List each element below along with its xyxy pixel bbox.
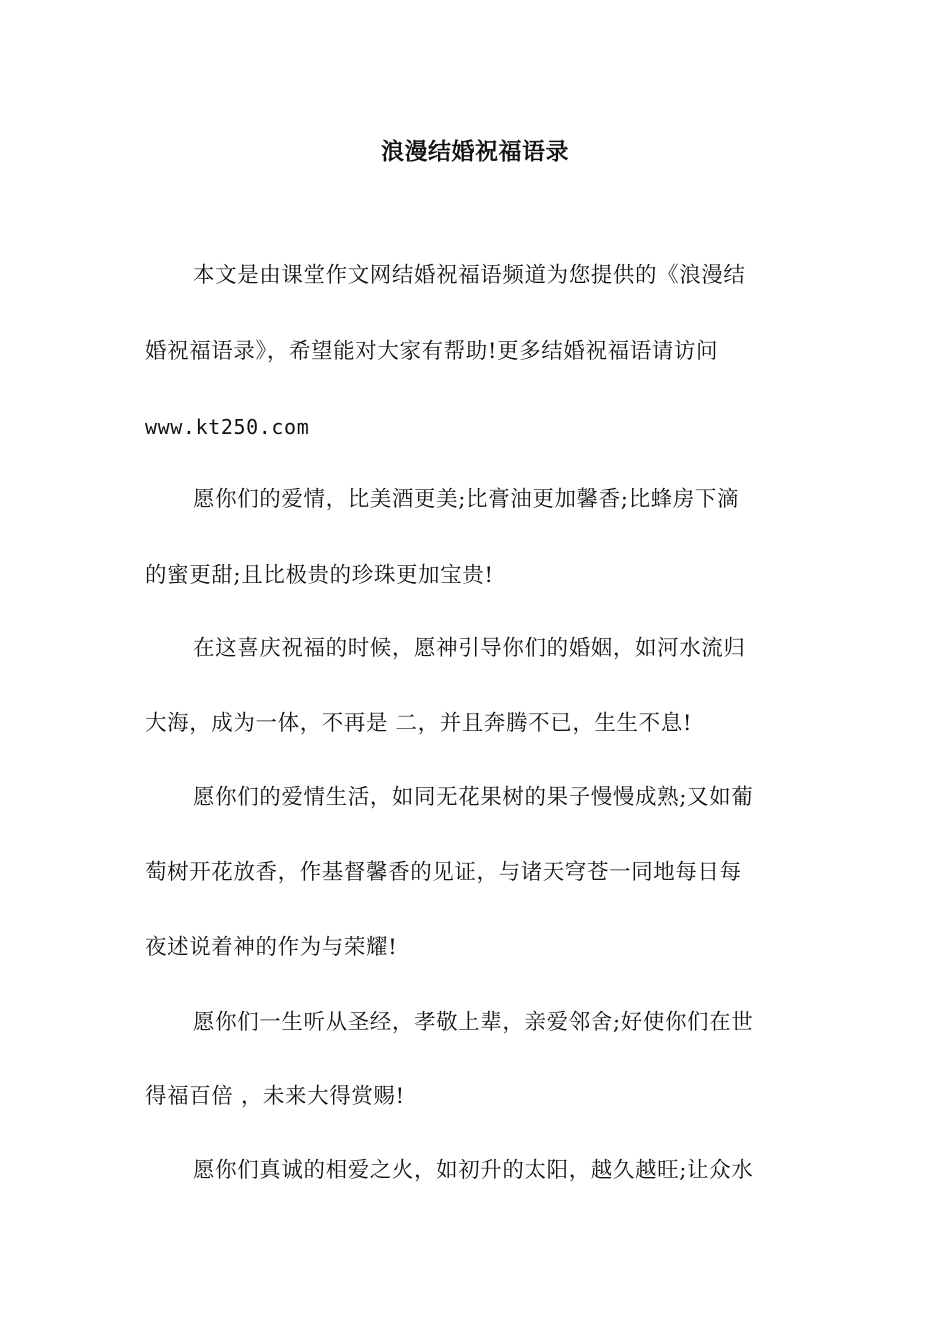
paragraph-1-line-2: 婚祝福语录》，希望能对大家有帮助!更多结婚祝福语请访问 [145,339,719,364]
paragraph-1-link: www.kt250.com [145,415,310,439]
paragraph-1-line-1: 本文是由课堂作文网结婚祝福语频道为您提供的《浪漫结 [193,263,746,288]
paragraph-4-line-3: 夜述说着神的作为与荣耀! [145,935,398,960]
paragraph-5-line-2: 得福百倍 ，未来大得赏赐! [145,1084,405,1109]
paragraph-6-line-1: 愿你们真诚的相爱之火，如初升的太阳，越久越旺;让众水 [193,1158,754,1183]
paragraph-2-line-1: 愿你们的爱情，比美酒更美;比膏油更加馨香;比蜂房下滴 [193,487,740,512]
paragraph-3-line-1: 在这喜庆祝福的时候，愿神引导你们的婚姻，如河水流归 [193,636,746,661]
paragraph-3-line-2: 大海，成为一体，不再是 二，并且奔腾不已，生生不息! [145,711,693,736]
paragraph-2-line-2: 的蜜更甜;且比极贵的珍珠更加宝贵! [145,563,494,588]
paragraph-5-line-1: 愿你们一生听从圣经，孝敬上辈，亲爱邻舍;好使你们在世 [193,1010,754,1035]
document-title: 浪漫结婚祝福语录 [381,139,569,165]
paragraph-4-line-2: 萄树开花放香，作基督馨香的见证，与诸天穹苍一同地每日每 [145,860,742,885]
paragraph-4-line-1: 愿你们的爱情生活，如同无花果树的果子慢慢成熟;又如葡 [193,785,754,810]
